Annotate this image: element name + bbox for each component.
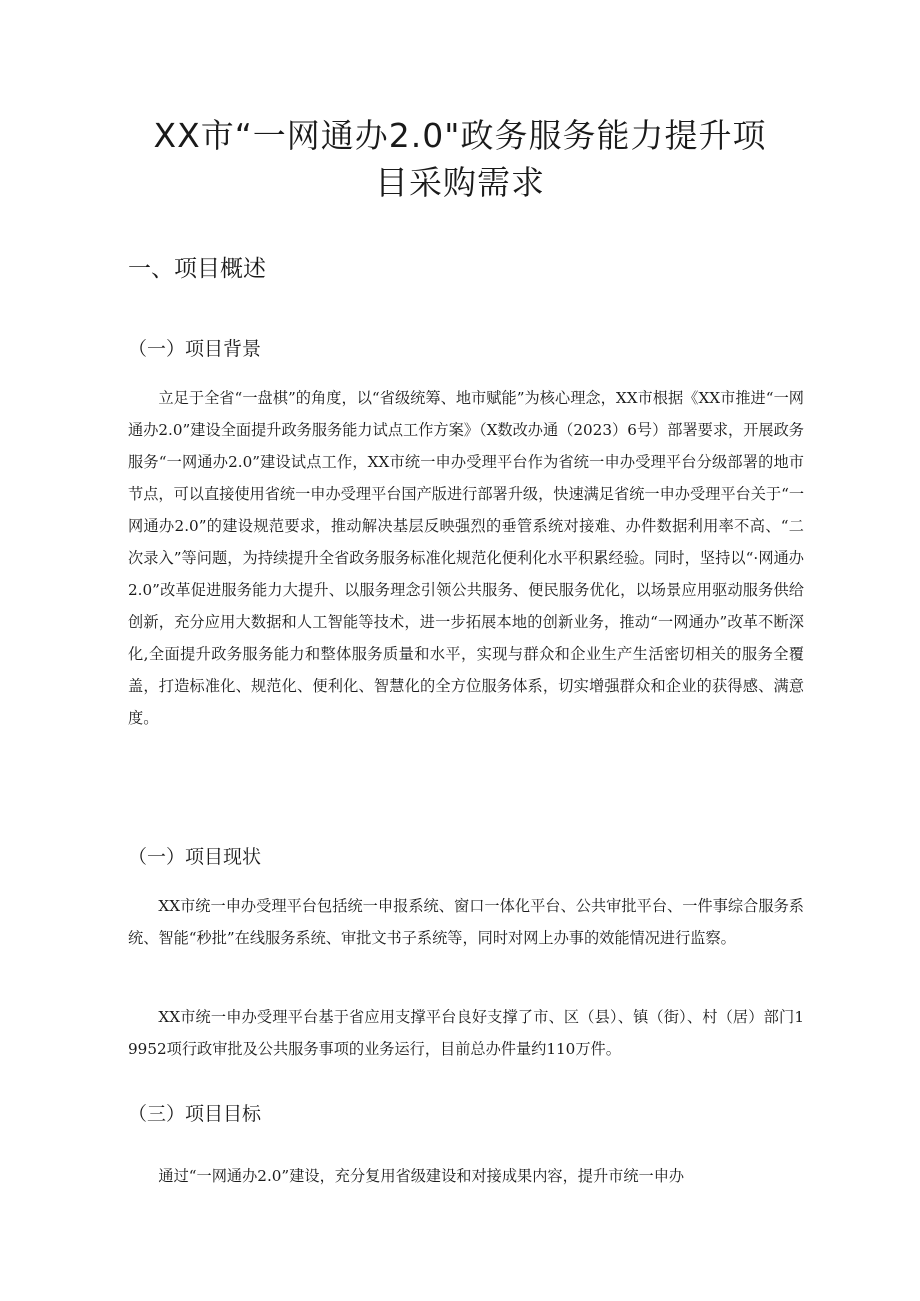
paragraph-status-1: XX市统一申办受理平台包括统一申报系统、窗口一体化平台、公共审批平台、一件事综合服务系统、智能“秒批”在线服务系统、审批文书子系统等，同时对网上办事的效能情况进行监察。 <box>128 897 804 947</box>
subsection-heading-background: （一）项目背景 <box>128 338 262 360</box>
document-title <box>120 112 800 206</box>
paragraph-goals: 通过“一网通办2.0”建设，充分复用省级建设和对接成果内容，提升市统一申办 <box>158 1167 685 1185</box>
paragraph-status-2: XX市统一申办受理平台基于省应用支撑平台良好支撑了市、区（县）、镇（街）、村（居）部门19952项行政审批及公共服务事项的业务运行，目前总办件量约110万件。 <box>128 1008 804 1058</box>
title-line-2: 目采购需求 <box>375 163 545 202</box>
subsection-heading-goals: （三）项目目标 <box>128 1103 262 1125</box>
subsection-heading-status: （一）项目现状 <box>128 846 262 868</box>
section-heading-overview: 一、项目概述 <box>128 256 266 282</box>
paragraph-background: 立足于全省“一盘棋”的角度，以“省级统筹、地市赋能”为核心理念，XX市根据《XX市推进“一网通办2.0”建设全面提升政务服务能力试点工作方案》（X数改办通（2023）6号）部署要求，开展政务服务“一网通办2.0”建设试点工作，XX市统一申办受理平台作为省统一申办受理平台分级部署的地市节点，可以直接使用省统一申办受理平台国产版进行部署升级，快速满足省统一申办受理平台关于“一网通办2.0”的建设规范要求，推动解决基层反映强烈的垂管系统对接难、办件数据利用率不高、“二次录入”等问题，为持续提升全省政务服务标准化规范化便利化水平积累经验。同时，坚持以“·网通办2.0”改革促进服务能力大提升、以服务理念引领公共服务、便民服务优化，以场景应用驱动服务供给创新，充分应用大数据和人工智能等技术，进一步拓展本地的创新业务，推动“一网通办”改革不断深化,全面提升政务服务能力和整体服务质量和水平，实现与群众和企业生产生活密切相关的服务全覆盖，打造标准化、规范化、便利化、智慧化的全方位服务体系，切实增强群众和企业的获得感、满意度。 <box>128 389 805 727</box>
title-line-1: XX市“一网通办2.0"政务服务能力提升项 <box>153 116 767 155</box>
